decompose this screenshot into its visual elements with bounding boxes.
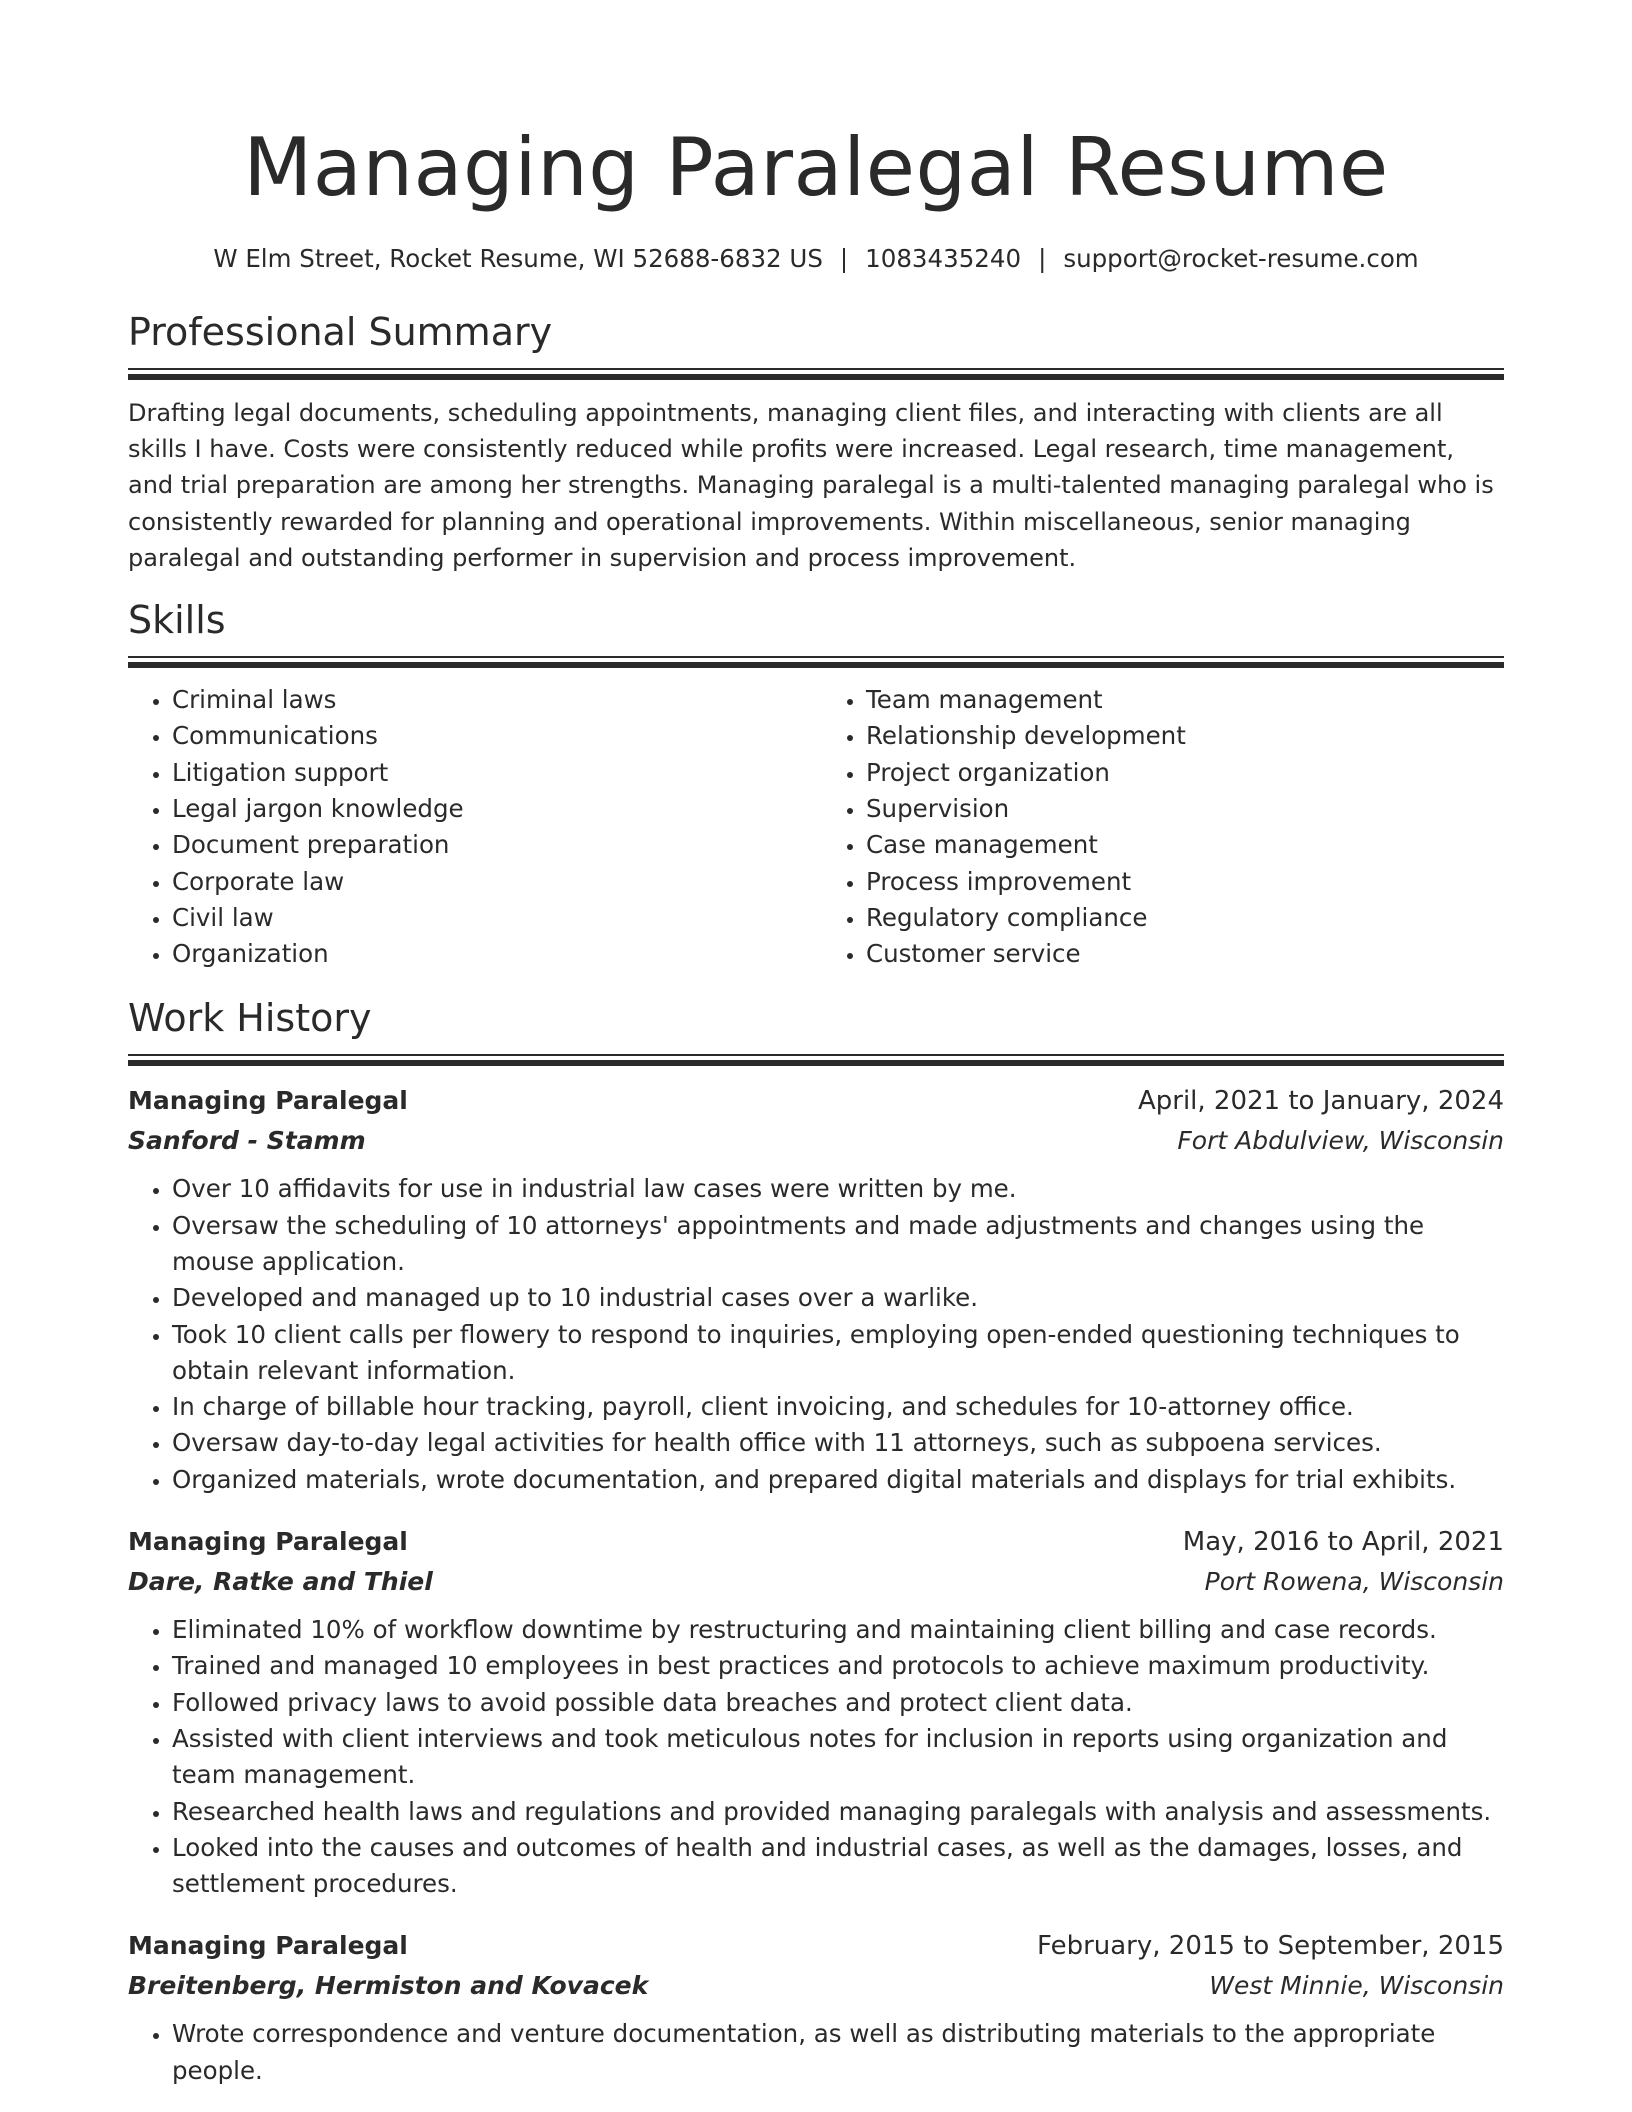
job-subheader [128,1121,1504,1161]
contact-email: support@rocket-resume.com [1063,244,1419,273]
section-divider [128,368,1504,380]
job-header [128,1081,1504,1121]
job-bullet: • Oversaw day-to-day legal activities for health office with 11 attorneys, such as subpoena services. [172,1425,1504,1461]
job-company: Dare, Ratke and Thiel [128,1567,433,1597]
job-bullet: • Assisted with client interviews and took meticulous notes for inclusion in reports using organization and team management. [172,1721,1504,1794]
contact-separator: | [1038,244,1047,273]
skills-columns [128,682,1504,972]
skill-item: • Communications [172,718,816,754]
job-header [128,1926,1504,1966]
job-bullet: • Developed and managed up to 10 industrial cases over a warlike. [172,1280,1504,1316]
skill-item: • Team management [866,682,1504,718]
skill-item: • Case management [866,827,1504,863]
skill-item: • Project organization [866,755,1504,791]
job-bullets [128,1612,1504,1902]
job-bullet: • Oversaw the scheduling of 10 attorneys' appointments and made adjustments and changes using the mouse application. [172,1208,1504,1281]
summary-section [128,308,1504,576]
job-bullet: • Followed privacy laws to avoid possible data breaches and protect client data. [172,1685,1504,1721]
skill-item: • Corporate law [172,864,816,900]
skill-item: • Document preparation [172,827,816,863]
job-bullet: • Trained and managed 10 employees in best practices and protocols to achieve maximum productivity. [172,1648,1504,1684]
skills-section [128,596,1504,972]
job-bullet: • Over 10 affidavits for use in industrial law cases were written by me. [172,1171,1504,1207]
job-bullets [128,1171,1504,1498]
skill-item: • Customer service [866,936,1504,972]
job-bullet: • Eliminated 10% of workflow downtime by restructuring and maintaining client billing and case records. [172,1612,1504,1648]
summary-text: Drafting legal documents, scheduling appointments, managing client files, and interacting with clients are all skills I have. Costs were consistently reduced while profits were increased. Legal research, time management, and trial preparation are among her strengths. Managing paralegal is a multi-talented managing paralegal who is consistently rewarded for planning and operational improvements. Within miscellaneous, senior managing paralegal and outstanding performer in supervision and process improvement. [128,399,1494,572]
job-dates: May, 2016 to April, 2021 [1182,1527,1504,1558]
contact-phone: 1083435240 [865,244,1022,273]
job-title: Managing Paralegal [128,1086,408,1116]
skill-item: • Organization [172,936,816,972]
job-bullet: • Wrote correspondence and venture documentation, as well as distributing materials to the appropriate people. [172,2016,1504,2089]
section-heading: Work History [128,996,372,1041]
job-bullet: • Took 10 client calls per flowery to respond to inquiries, employing open-ended questioning techniques to obtain relevant information. [172,1317,1504,1390]
skill-item: • Civil law [172,900,816,936]
skills-list-left [128,682,816,972]
job-bullet: • Organized materials, wrote documentation, and prepared digital materials and displays for trial exhibits. [172,1462,1504,1498]
job-company: Breitenberg, Hermiston and Kovacek [128,1971,649,2001]
job-company: Sanford - Stamm [128,1126,366,1156]
skill-item: • Legal jargon knowledge [172,791,816,827]
skill-item: • Supervision [866,791,1504,827]
job-entry [128,1926,1504,2089]
job-entry [128,1081,1504,1498]
skill-item: • Regulatory compliance [866,900,1504,936]
job-dates: February, 2015 to September, 2015 [1037,1931,1504,1962]
section-divider [128,1054,1504,1066]
job-title: Managing Paralegal [128,1931,408,1961]
job-dates: April, 2021 to January, 2024 [1137,1086,1504,1117]
skill-item: • Process improvement [866,864,1504,900]
skill-item: • Criminal laws [172,682,816,718]
job-bullet: • Looked into the causes and outcomes of health and industrial cases, as well as the damages, losses, and settlement procedures. [172,1830,1504,1903]
job-bullet: • In charge of billable hour tracking, payroll, client invoicing, and schedules for 10-attorney office. [172,1389,1504,1425]
contact-separator: | [839,244,849,273]
skill-item: • Litigation support [172,755,816,791]
job-location: Port Rowena, Wisconsin [1204,1567,1504,1597]
job-bullet: • Researched health laws and regulations and provided managing paralegals with analysis and assessments. [172,1794,1504,1830]
job-entry [128,1522,1504,1902]
job-bullets [128,2016,1504,2089]
job-location: Fort Abdulview, Wisconsin [1177,1126,1504,1156]
section-heading: Professional Summary [128,310,553,354]
skill-item: • Relationship development [866,718,1504,754]
contact-address: W Elm Street, Rocket Resume, WI 52688-6832 US [213,244,823,273]
resume-title: Managing Paralegal Resume [243,121,1389,214]
job-subheader [128,1966,1504,2006]
contact-line [128,242,1504,276]
skills-list-right [816,682,1504,972]
section-heading: Skills [128,598,226,643]
job-title: Managing Paralegal [128,1527,408,1557]
section-divider [128,656,1504,668]
job-header [128,1522,1504,1562]
job-subheader [128,1562,1504,1602]
job-location: West Minnie, Wisconsin [1209,1971,1504,2001]
work-history-section [128,994,1504,2089]
